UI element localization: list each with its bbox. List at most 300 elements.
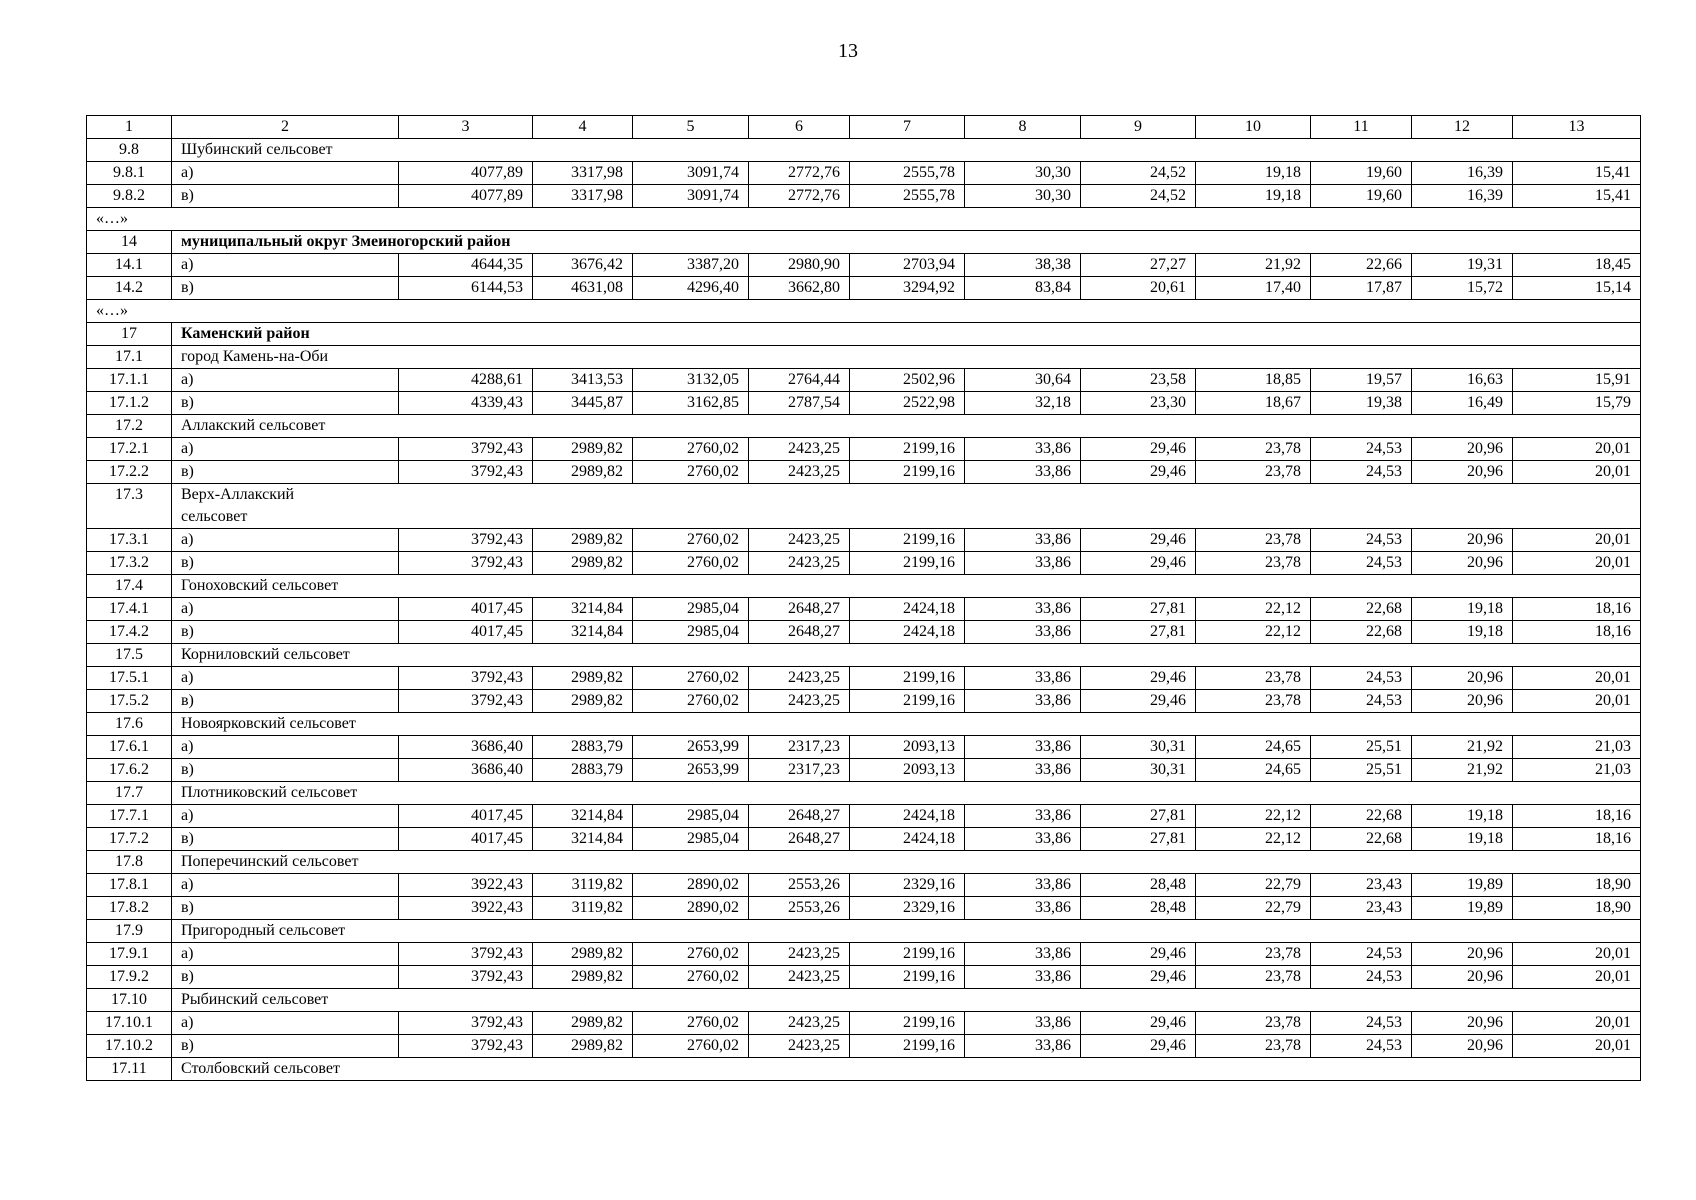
value-cell: 29,46 [1081, 690, 1196, 713]
data-row [87, 185, 1641, 208]
section-row [87, 1058, 1641, 1081]
row-code: 17.4.2 [87, 621, 172, 644]
value-cell: 17,40 [1196, 277, 1311, 300]
row-code: 17.11 [87, 1058, 172, 1081]
row-code: 17.7.1 [87, 805, 172, 828]
value-cell: 3317,98 [533, 162, 633, 185]
value-cell: 2764,44 [749, 369, 850, 392]
value-cell: 2760,02 [633, 1012, 749, 1035]
value-cell: 3792,43 [399, 1035, 533, 1058]
value-cell: 19,18 [1196, 185, 1311, 208]
tariff-table [86, 115, 1641, 1081]
row-code: 9.8.1 [87, 162, 172, 185]
value-cell: 20,01 [1513, 690, 1641, 713]
value-cell: 30,30 [965, 185, 1081, 208]
section-title: Шубинский сельсовет [172, 139, 1641, 162]
omission-mark: «…» [87, 208, 1641, 231]
value-cell: 22,68 [1311, 621, 1412, 644]
value-cell: 24,53 [1311, 667, 1412, 690]
value-cell: 3676,42 [533, 254, 633, 277]
value-cell: 3214,84 [533, 805, 633, 828]
value-cell: 2653,99 [633, 736, 749, 759]
row-option: а) [172, 598, 399, 621]
value-cell: 24,52 [1081, 185, 1196, 208]
section-title [172, 484, 1641, 529]
value-cell: 24,53 [1311, 1012, 1412, 1035]
value-cell: 27,27 [1081, 254, 1196, 277]
value-cell: 2093,13 [850, 736, 965, 759]
value-cell: 28,48 [1081, 897, 1196, 920]
value-cell: 3119,82 [533, 874, 633, 897]
value-cell: 2989,82 [533, 461, 633, 484]
value-cell: 20,01 [1513, 943, 1641, 966]
value-cell: 3387,20 [633, 254, 749, 277]
section-row [87, 644, 1641, 667]
value-cell: 20,01 [1513, 438, 1641, 461]
value-cell: 2989,82 [533, 1012, 633, 1035]
value-cell: 2760,02 [633, 552, 749, 575]
value-cell: 30,30 [965, 162, 1081, 185]
value-cell: 3214,84 [533, 828, 633, 851]
section-row [87, 415, 1641, 438]
value-cell: 22,12 [1196, 828, 1311, 851]
value-cell: 24,53 [1311, 943, 1412, 966]
value-cell: 2423,25 [749, 667, 850, 690]
data-row [87, 805, 1641, 828]
row-code: 17.7.2 [87, 828, 172, 851]
section-row [87, 323, 1641, 346]
value-cell: 20,96 [1412, 461, 1513, 484]
column-number: 6 [749, 116, 850, 139]
value-cell: 23,43 [1311, 897, 1412, 920]
data-row [87, 621, 1641, 644]
value-cell: 29,46 [1081, 438, 1196, 461]
value-cell: 25,51 [1311, 736, 1412, 759]
value-cell: 21,03 [1513, 736, 1641, 759]
value-cell: 23,78 [1196, 690, 1311, 713]
value-cell: 15,41 [1513, 162, 1641, 185]
row-option: а) [172, 529, 399, 552]
value-cell: 33,86 [965, 461, 1081, 484]
value-cell: 33,86 [965, 1012, 1081, 1035]
value-cell: 20,01 [1513, 667, 1641, 690]
value-cell: 3792,43 [399, 667, 533, 690]
value-cell: 15,79 [1513, 392, 1641, 415]
data-row [87, 690, 1641, 713]
value-cell: 2423,25 [749, 690, 850, 713]
row-option: в) [172, 552, 399, 575]
row-option: в) [172, 828, 399, 851]
value-cell: 2985,04 [633, 805, 749, 828]
value-cell: 15,72 [1412, 277, 1513, 300]
value-cell: 19,57 [1311, 369, 1412, 392]
value-cell: 21,92 [1412, 759, 1513, 782]
section-title: муниципальный округ Змеиногорский район [172, 231, 1641, 254]
value-cell: 3792,43 [399, 943, 533, 966]
section-title: Пригородный сельсовет [172, 920, 1641, 943]
data-row [87, 1035, 1641, 1058]
section-row [87, 851, 1641, 874]
value-cell: 23,78 [1196, 438, 1311, 461]
value-cell: 33,86 [965, 690, 1081, 713]
row-option: а) [172, 874, 399, 897]
value-cell: 24,65 [1196, 759, 1311, 782]
value-cell: 24,53 [1311, 690, 1412, 713]
section-row [87, 139, 1641, 162]
data-row [87, 828, 1641, 851]
value-cell: 33,86 [965, 943, 1081, 966]
value-cell: 24,53 [1311, 461, 1412, 484]
value-cell: 22,68 [1311, 598, 1412, 621]
section-row [87, 575, 1641, 598]
value-cell: 2522,98 [850, 392, 965, 415]
data-row [87, 277, 1641, 300]
data-row [87, 667, 1641, 690]
row-option: в) [172, 1035, 399, 1058]
section-row [87, 484, 1641, 529]
value-cell: 2553,26 [749, 874, 850, 897]
row-code: 17.3.1 [87, 529, 172, 552]
value-cell: 33,86 [965, 529, 1081, 552]
omission-row [87, 208, 1641, 231]
section-title: Корниловский сельсовет [172, 644, 1641, 667]
value-cell: 27,81 [1081, 621, 1196, 644]
column-number: 4 [533, 116, 633, 139]
value-cell: 2424,18 [850, 805, 965, 828]
value-cell: 27,81 [1081, 805, 1196, 828]
data-row [87, 254, 1641, 277]
value-cell: 4017,45 [399, 598, 533, 621]
value-cell: 19,89 [1412, 874, 1513, 897]
value-cell: 16,49 [1412, 392, 1513, 415]
value-cell: 29,46 [1081, 966, 1196, 989]
section-row [87, 346, 1641, 369]
value-cell: 18,45 [1513, 254, 1641, 277]
row-code: 14.1 [87, 254, 172, 277]
row-code: 17.3.2 [87, 552, 172, 575]
data-row [87, 598, 1641, 621]
value-cell: 22,66 [1311, 254, 1412, 277]
value-cell: 23,78 [1196, 1012, 1311, 1035]
row-option: в) [172, 392, 399, 415]
section-row [87, 782, 1641, 805]
value-cell: 29,46 [1081, 667, 1196, 690]
section-row [87, 920, 1641, 943]
section-title-text: Верх-Аллакский сельсовет [181, 486, 295, 525]
column-number: 9 [1081, 116, 1196, 139]
value-cell: 3922,43 [399, 897, 533, 920]
value-cell: 33,86 [965, 828, 1081, 851]
value-cell: 15,41 [1513, 185, 1641, 208]
value-cell: 3792,43 [399, 552, 533, 575]
value-cell: 2423,25 [749, 1012, 850, 1035]
value-cell: 3091,74 [633, 162, 749, 185]
value-cell: 2989,82 [533, 943, 633, 966]
value-cell: 2199,16 [850, 461, 965, 484]
value-cell: 18,16 [1513, 598, 1641, 621]
section-row [87, 989, 1641, 1012]
value-cell: 2199,16 [850, 943, 965, 966]
row-option: а) [172, 1012, 399, 1035]
row-code: 17.2 [87, 415, 172, 438]
section-title: Гоноховский сельсовет [172, 575, 1641, 598]
value-cell: 33,86 [965, 552, 1081, 575]
value-cell: 3214,84 [533, 621, 633, 644]
row-option: в) [172, 461, 399, 484]
value-cell: 4288,61 [399, 369, 533, 392]
value-cell: 3162,85 [633, 392, 749, 415]
value-cell: 27,81 [1081, 598, 1196, 621]
value-cell: 2199,16 [850, 690, 965, 713]
value-cell: 4644,35 [399, 254, 533, 277]
value-cell: 4077,89 [399, 162, 533, 185]
column-number: 12 [1412, 116, 1513, 139]
value-cell: 20,01 [1513, 1012, 1641, 1035]
value-cell: 2760,02 [633, 1035, 749, 1058]
row-code: 14.2 [87, 277, 172, 300]
value-cell: 4339,43 [399, 392, 533, 415]
value-cell: 2329,16 [850, 874, 965, 897]
value-cell: 6144,53 [399, 277, 533, 300]
page-number: 13 [838, 40, 858, 62]
value-cell: 25,51 [1311, 759, 1412, 782]
column-number: 13 [1513, 116, 1641, 139]
row-code: 17.7 [87, 782, 172, 805]
value-cell: 24,53 [1311, 1035, 1412, 1058]
value-cell: 33,86 [965, 966, 1081, 989]
row-code: 9.8.2 [87, 185, 172, 208]
value-cell: 23,30 [1081, 392, 1196, 415]
value-cell: 2760,02 [633, 529, 749, 552]
value-cell: 2890,02 [633, 897, 749, 920]
row-option: а) [172, 805, 399, 828]
value-cell: 2199,16 [850, 552, 965, 575]
value-cell: 21,92 [1412, 736, 1513, 759]
value-cell: 2555,78 [850, 162, 965, 185]
value-cell: 20,96 [1412, 1035, 1513, 1058]
row-option: в) [172, 185, 399, 208]
value-cell: 22,79 [1196, 874, 1311, 897]
row-code: 9.8 [87, 139, 172, 162]
value-cell: 2423,25 [749, 438, 850, 461]
value-cell: 20,96 [1412, 943, 1513, 966]
value-cell: 2772,76 [749, 185, 850, 208]
row-code: 17.10 [87, 989, 172, 1012]
data-row [87, 529, 1641, 552]
value-cell: 2648,27 [749, 805, 850, 828]
section-row [87, 713, 1641, 736]
value-cell: 16,63 [1412, 369, 1513, 392]
value-cell: 18,16 [1513, 828, 1641, 851]
row-code: 17.8 [87, 851, 172, 874]
value-cell: 3792,43 [399, 529, 533, 552]
row-code: 17.1 [87, 346, 172, 369]
column-number: 3 [399, 116, 533, 139]
value-cell: 21,92 [1196, 254, 1311, 277]
value-cell: 24,53 [1311, 529, 1412, 552]
value-cell: 2890,02 [633, 874, 749, 897]
value-cell: 27,81 [1081, 828, 1196, 851]
value-cell: 2989,82 [533, 438, 633, 461]
value-cell: 2787,54 [749, 392, 850, 415]
value-cell: 24,65 [1196, 736, 1311, 759]
value-cell: 2199,16 [850, 966, 965, 989]
value-cell: 15,91 [1513, 369, 1641, 392]
row-code: 14 [87, 231, 172, 254]
row-code: 17.4 [87, 575, 172, 598]
row-code: 17.6.2 [87, 759, 172, 782]
row-code: 17.1.1 [87, 369, 172, 392]
value-cell: 3132,05 [633, 369, 749, 392]
value-cell: 2703,94 [850, 254, 965, 277]
data-row [87, 438, 1641, 461]
value-cell: 2199,16 [850, 529, 965, 552]
data-row [87, 552, 1641, 575]
row-code: 17.3 [87, 484, 172, 529]
row-option: а) [172, 369, 399, 392]
value-cell: 20,61 [1081, 277, 1196, 300]
value-cell: 33,86 [965, 759, 1081, 782]
row-option: а) [172, 162, 399, 185]
value-cell: 2093,13 [850, 759, 965, 782]
value-cell: 19,18 [1412, 805, 1513, 828]
value-cell: 24,53 [1311, 552, 1412, 575]
value-cell: 2760,02 [633, 690, 749, 713]
row-code: 17.5 [87, 644, 172, 667]
row-option: а) [172, 254, 399, 277]
data-row [87, 461, 1641, 484]
value-cell: 23,78 [1196, 529, 1311, 552]
value-cell: 2989,82 [533, 1035, 633, 1058]
value-cell: 19,18 [1412, 598, 1513, 621]
value-cell: 2553,26 [749, 897, 850, 920]
value-cell: 23,78 [1196, 667, 1311, 690]
value-cell: 29,46 [1081, 552, 1196, 575]
value-cell: 4017,45 [399, 621, 533, 644]
value-cell: 2989,82 [533, 690, 633, 713]
value-cell: 3922,43 [399, 874, 533, 897]
value-cell: 3792,43 [399, 461, 533, 484]
value-cell: 2648,27 [749, 598, 850, 621]
value-cell: 22,12 [1196, 598, 1311, 621]
row-code: 17.5.2 [87, 690, 172, 713]
value-cell: 2760,02 [633, 461, 749, 484]
value-cell: 2985,04 [633, 598, 749, 621]
value-cell: 2760,02 [633, 667, 749, 690]
value-cell: 24,53 [1311, 966, 1412, 989]
section-title: Новоярковский сельсовет [172, 713, 1641, 736]
value-cell: 19,18 [1412, 828, 1513, 851]
value-cell: 4296,40 [633, 277, 749, 300]
value-cell: 2555,78 [850, 185, 965, 208]
row-option: а) [172, 667, 399, 690]
value-cell: 3445,87 [533, 392, 633, 415]
value-cell: 24,52 [1081, 162, 1196, 185]
value-cell: 4017,45 [399, 805, 533, 828]
section-title: Аллакский сельсовет [172, 415, 1641, 438]
row-code: 17.4.1 [87, 598, 172, 621]
value-cell: 2989,82 [533, 966, 633, 989]
value-cell: 19,60 [1311, 185, 1412, 208]
value-cell: 2423,25 [749, 1035, 850, 1058]
row-option: в) [172, 759, 399, 782]
table-body [87, 116, 1641, 1081]
value-cell: 33,86 [965, 736, 1081, 759]
row-option: а) [172, 438, 399, 461]
value-cell: 2199,16 [850, 667, 965, 690]
value-cell: 20,96 [1412, 529, 1513, 552]
value-cell: 3792,43 [399, 966, 533, 989]
value-cell: 23,78 [1196, 1035, 1311, 1058]
value-cell: 3119,82 [533, 897, 633, 920]
column-number: 10 [1196, 116, 1311, 139]
row-code: 17.9.2 [87, 966, 172, 989]
value-cell: 2989,82 [533, 529, 633, 552]
value-cell: 19,89 [1412, 897, 1513, 920]
value-cell: 29,46 [1081, 943, 1196, 966]
row-code: 17.6 [87, 713, 172, 736]
value-cell: 22,12 [1196, 621, 1311, 644]
value-cell: 29,46 [1081, 461, 1196, 484]
value-cell: 4631,08 [533, 277, 633, 300]
data-row [87, 1012, 1641, 1035]
value-cell: 2423,25 [749, 552, 850, 575]
column-number: 7 [850, 116, 965, 139]
value-cell: 29,46 [1081, 1012, 1196, 1035]
value-cell: 20,96 [1412, 552, 1513, 575]
value-cell: 3792,43 [399, 1012, 533, 1035]
value-cell: 20,96 [1412, 667, 1513, 690]
value-cell: 3294,92 [850, 277, 965, 300]
value-cell: 32,18 [965, 392, 1081, 415]
value-cell: 2772,76 [749, 162, 850, 185]
row-code: 17.2.1 [87, 438, 172, 461]
value-cell: 20,01 [1513, 461, 1641, 484]
value-cell: 33,86 [965, 621, 1081, 644]
row-code: 17.6.1 [87, 736, 172, 759]
value-cell: 20,96 [1412, 966, 1513, 989]
value-cell: 20,96 [1412, 1012, 1513, 1035]
value-cell: 2317,23 [749, 736, 850, 759]
column-number: 11 [1311, 116, 1412, 139]
value-cell: 20,01 [1513, 1035, 1641, 1058]
value-cell: 3317,98 [533, 185, 633, 208]
value-cell: 16,39 [1412, 185, 1513, 208]
value-cell: 3413,53 [533, 369, 633, 392]
value-cell: 2423,25 [749, 529, 850, 552]
row-code: 17.2.2 [87, 461, 172, 484]
column-number: 2 [172, 116, 399, 139]
value-cell: 2760,02 [633, 438, 749, 461]
value-cell: 33,86 [965, 805, 1081, 828]
row-code: 17.1.2 [87, 392, 172, 415]
omission-row [87, 300, 1641, 323]
row-code: 17.8.2 [87, 897, 172, 920]
row-code: 17.10.1 [87, 1012, 172, 1035]
value-cell: 30,31 [1081, 736, 1196, 759]
value-cell: 18,85 [1196, 369, 1311, 392]
row-code: 17.9 [87, 920, 172, 943]
value-cell: 2883,79 [533, 736, 633, 759]
value-cell: 2985,04 [633, 828, 749, 851]
value-cell: 33,86 [965, 438, 1081, 461]
value-cell: 2423,25 [749, 461, 850, 484]
value-cell: 4077,89 [399, 185, 533, 208]
value-cell: 20,01 [1513, 966, 1641, 989]
omission-mark: «…» [87, 300, 1641, 323]
row-code: 17.5.1 [87, 667, 172, 690]
value-cell: 23,78 [1196, 552, 1311, 575]
